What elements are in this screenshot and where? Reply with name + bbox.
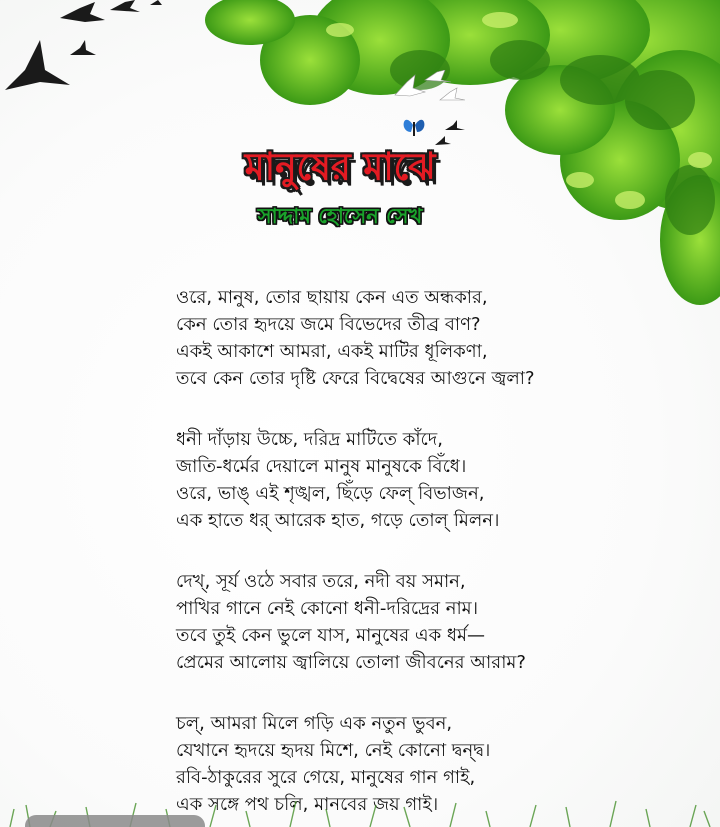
poem-author: সাদ্দাম হোসেন সেখ [257, 204, 423, 228]
scroll-indicator [25, 815, 205, 827]
poem-line: প্রেমের আলোয় জ্বালিয়ে তোলা জীবনের আরাম? [176, 652, 526, 673]
stanza-1 [176, 284, 596, 392]
poem-line: জাতি-ধর্মের দেয়ালে মানুষ মানুষকে বিঁধে। [176, 456, 467, 477]
stanza-3 [176, 568, 596, 676]
stanza-2 [176, 426, 596, 534]
poem-line: একই আকাশে আমরা, একই মাটির ধূলিকণা, [176, 341, 488, 362]
poem-line: যেখানে হৃদয়ে হৃদয় মিশে, নেই কোনো দ্বন্দ্ব। [176, 740, 491, 761]
butterfly-icon [404, 120, 425, 136]
poem-line: পাখির গানে নেই কোনো ধনী-দরিদ্রের নাম। [176, 598, 479, 619]
poem-line: ধনী দাঁড়ায় উচ্চে, দরিদ্র মাটিতে কাঁদে, [176, 429, 443, 450]
poem-line: চল্, আমরা মিলে গড়ি এক নতুন ভুবন, [176, 713, 453, 734]
poem-line: দেখ্, সূর্য ওঠে সবার তরে, নদী বয় সমান, [176, 571, 466, 592]
flying-birds-icon [0, 0, 200, 110]
title-block [150, 145, 530, 235]
poem-line: ওরে, ভাঙ্ এই শৃঙ্খল, ছিঁড়ে ফেল্ বিভাজন, [176, 483, 485, 504]
poem-line: এক হাতে ধর্ আরেক হাত, গড়ে তোল্ মিলন। [176, 510, 500, 531]
poem-line: এক সঙ্গে পথ চলি, মানবের জয় গাই। [176, 794, 439, 815]
poem-body [176, 284, 596, 827]
poem-line: তবে কেন তোর দৃষ্টি ফেরে বিদ্বেষের আগুনে জ্বলা? [176, 368, 535, 389]
poem-line: রবি-ঠাকুরের সুরে গেয়ে, মানুষের গান গাই, [176, 767, 476, 788]
poem-line: ওরে, মানুষ, তোর ছায়ায় কেন এত অন্ধকার, [176, 287, 488, 308]
poem-line: তবে তুই কেন ভুলে যাস, মানুষের এক ধর্ম— [176, 625, 485, 646]
poem-title: মানুষের মাঝে [244, 145, 436, 189]
poem-line: কেন তোর হৃদয়ে জমে বিভেদের তীব্র বাণ? [176, 314, 481, 335]
